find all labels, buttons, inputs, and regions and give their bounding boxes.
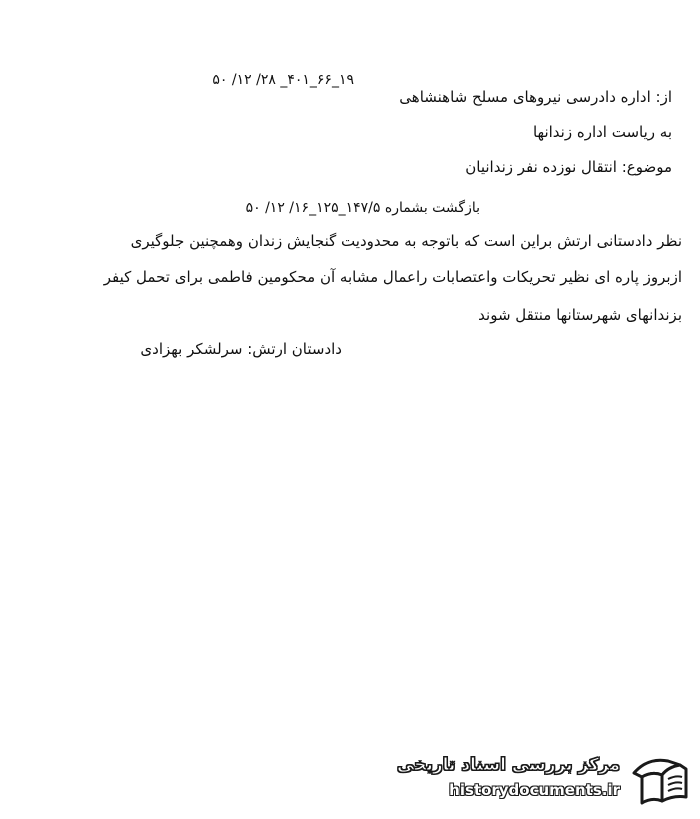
- body-line-3: بزندانهای شهرستانها منتقل شوند: [478, 306, 682, 324]
- watermark-site-name: مرکز بررسی اسناد تاریخی: [397, 755, 620, 775]
- from-line: از: اداره دادرسی نیروهای مسلح شاهنشاهی: [399, 88, 672, 106]
- to-line: به ریاست اداره زندانها: [532, 123, 672, 141]
- signature-line: دادستان ارتش: سرلشکر بهزادی: [140, 340, 342, 358]
- subject-line: موضوع: انتقال نوزده نفر زندانیان: [465, 158, 672, 176]
- watermark-site-url: historydocuments.ir: [449, 781, 620, 799]
- reference-number: ۱۹_۶۶_۴۰۱_ ۲۸/ ۱۲/ ۵۰: [212, 72, 354, 88]
- watermark: [397, 751, 692, 811]
- body-line-1: نظر دادستانی ارتش براین است که باتوجه به محدودیت گنجایش زندان وهمچنین جلوگیری: [130, 232, 682, 250]
- book-scroll-icon: [628, 753, 692, 809]
- body-line-2: ازبروز پاره ای نظیر تحریکات واعتصابات راعمال مشابه آن محکومین فاطمی برای تحمل کیفر: [103, 268, 682, 286]
- reply-reference: بازگشت بشماره ۱۴۷/۵_۱۲۵_۱۶/ ۱۲/ ۵۰: [245, 200, 480, 216]
